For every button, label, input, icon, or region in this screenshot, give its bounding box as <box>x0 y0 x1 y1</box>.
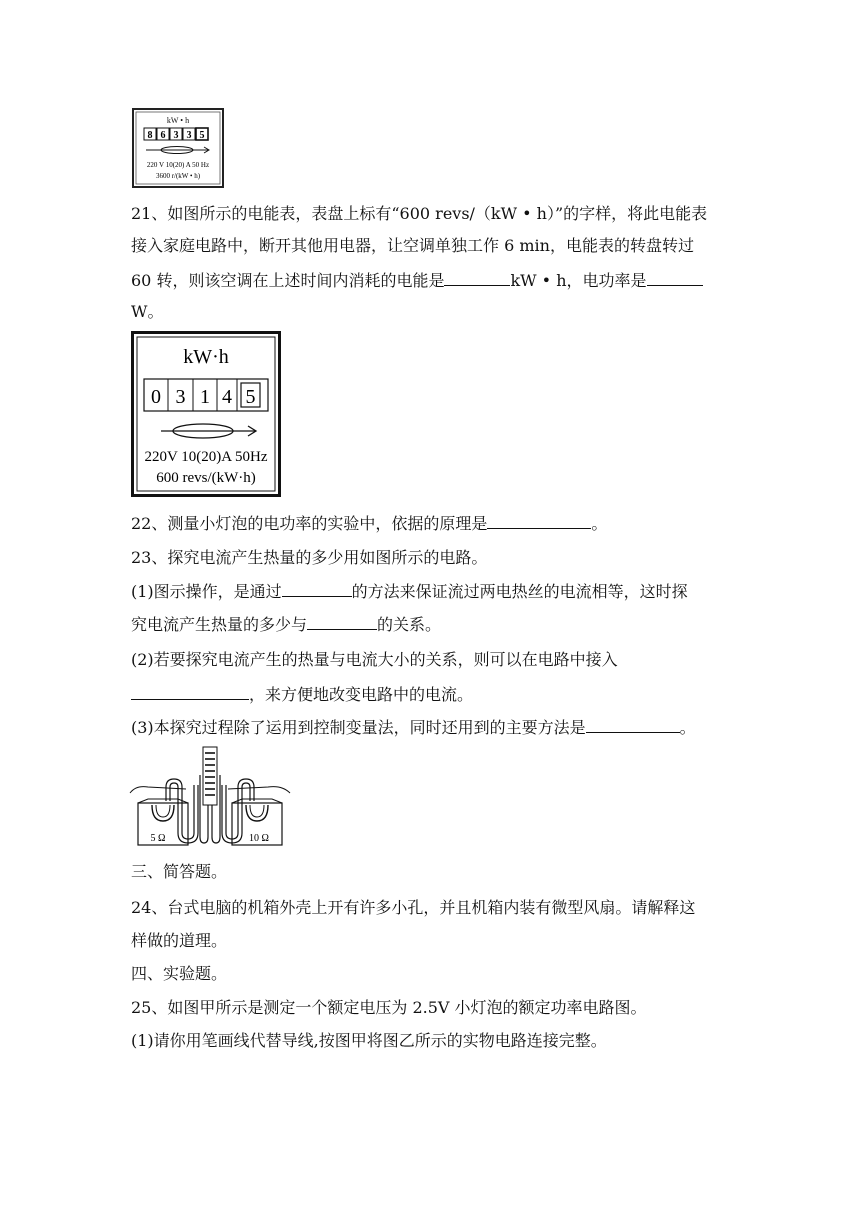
answer-blank[interactable] <box>131 684 249 700</box>
q21-line4: W。 <box>131 302 164 321</box>
answer-blank[interactable] <box>307 614 377 630</box>
meter1-unit: kW • h <box>166 116 190 125</box>
q21-line3-text-a: 60 转，则该空调在上述时间内消耗的电能是 <box>131 271 445 290</box>
answer-blank[interactable] <box>647 270 703 286</box>
meter1-digit: 3 <box>186 130 192 141</box>
meter1-spec: 220 V 10(20) A 50 Hz <box>146 161 210 169</box>
section-heading-4: 四、实验题。 <box>131 964 228 983</box>
q23-p2-line2 <box>131 684 473 705</box>
meter1-figure <box>132 108 224 188</box>
meter2-digit: 4 <box>222 386 232 408</box>
q23-p1-text-b: 的方法来保证流过两电热丝的电流相等，这时探 <box>351 582 688 601</box>
q21-line3-text-b: kW • h，电功率是 <box>510 271 647 290</box>
answer-blank[interactable] <box>282 581 352 597</box>
q22-text-b: 。 <box>591 514 608 533</box>
meter1-digit: 8 <box>147 130 153 141</box>
meter2-digit: 0 <box>151 386 161 408</box>
answer-blank[interactable] <box>444 270 510 286</box>
meter2-spec: 220V 10(20)A 50Hz <box>144 449 268 465</box>
right-resistance-label: 10 Ω <box>249 833 269 844</box>
q25-line2: (1)请你用笔画线代替导线,按图甲将图乙所示的实物电路连接完整。 <box>131 1031 607 1050</box>
meter2-figure <box>131 331 281 497</box>
q25-line1: 25、如图甲所示是测定一个额定电压为 2.5V 小灯泡的额定功率电路图。 <box>131 998 647 1017</box>
q23-p1-text-c: 究电流产生热量的多少与 <box>131 615 308 634</box>
scale-ruler <box>203 747 217 805</box>
left-resistance-label: 5 Ω <box>150 833 166 844</box>
q23-p1-line2 <box>131 614 441 635</box>
q23-p3-text-a: (3)本探究过程除了运用到控制变量法，同时还用到的主要方法是 <box>131 718 586 737</box>
q23-intro: 23、探究电流产生热量的多少用如图所示的电路。 <box>131 548 488 567</box>
q21-line2: 接入家庭电路中，断开其他用电器，让空调单独工作 6 min，电能表的转盘转过 <box>131 236 694 255</box>
meter2-digit: 3 <box>175 386 186 408</box>
meter2-digit: 5 <box>245 386 256 408</box>
q22-text-a: 22、测量小灯泡的电功率的实验中，依据的原理是 <box>131 514 488 533</box>
q23-p1-line1 <box>131 581 688 602</box>
meter1-digit: 5 <box>199 130 205 141</box>
q23-p1-text-a: (1)图示操作，是通过 <box>131 582 282 601</box>
meter1-rate: 3600 r/(kW • h) <box>155 172 201 180</box>
q23-p2-text-b: ，来方便地改变电路中的电流。 <box>249 685 474 704</box>
q24-line2: 样做的道理。 <box>131 931 228 950</box>
q23-p1-text-d: 的关系。 <box>377 615 442 634</box>
q23-p3-line <box>131 717 696 738</box>
q23-p2-line1: (2)若要探究电流产生的热量与电流大小的关系，则可以在电路中接入 <box>131 650 618 669</box>
q21-line3 <box>131 270 703 291</box>
answer-blank[interactable] <box>586 717 680 733</box>
meter1-digit: 3 <box>173 130 179 141</box>
q22-line <box>131 513 607 534</box>
meter2-unit: kW·h <box>183 346 229 368</box>
meter1-digit: 6 <box>160 130 166 141</box>
q21-line1: 21、如图所示的电能表，表盘上标有“600 revs/（kW • h）”的字样，将此电能表 <box>131 204 708 223</box>
meter2-digit: 1 <box>200 386 210 408</box>
u-tube-experiment-figure <box>128 745 292 847</box>
section-heading-3: 三、简答题。 <box>131 862 228 881</box>
meter2-rate: 600 revs/(kW·h) <box>156 470 256 486</box>
q24-line1: 24、台式电脑的机箱外壳上开有许多小孔，并且机箱内装有微型风扇。请解释这 <box>131 898 696 917</box>
answer-blank[interactable] <box>487 513 591 529</box>
q23-p3-text-b: 。 <box>679 718 696 737</box>
